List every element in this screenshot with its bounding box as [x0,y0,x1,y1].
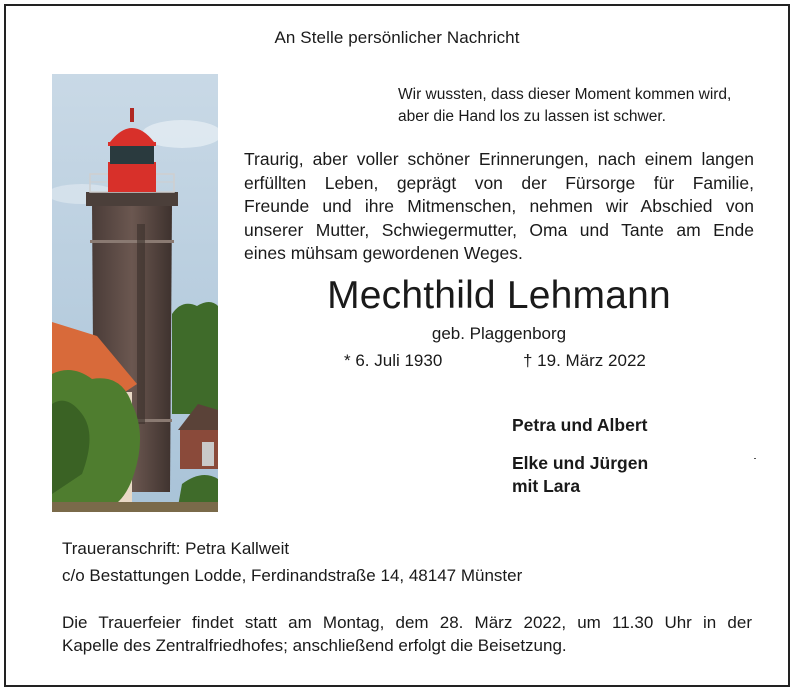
death-date: † 19. März 2022 [523,351,646,370]
intro-line: Freunde und ihre Mitmenschen, nehmen wir Abschied von [244,196,754,216]
obituary-card [4,4,790,687]
family-line-3: mit Lara [512,476,581,496]
lighthouse-photo [52,74,218,512]
address-line-2: c/o Bestattungen Lodde, Ferdinandstraße 14, 48147 Münster [62,566,523,585]
deceased-name: Mechthild Lehmann [327,274,671,317]
maiden-name: geb. Plaggenborg [431,324,567,343]
intro-line: erfüllten Leben, geprägt von der Fürsorge für Familie, [244,172,754,193]
intro-paragraph [244,148,754,266]
intro-line: Traurig, aber voller schöner Erinnerungen, nach einem langen [244,149,754,169]
quote-line-2: aber die Hand los zu lassen ist schwer. [398,108,666,125]
family-line-2: Elke und Jürgen [512,453,649,473]
family-line-1: Petra und Albert [512,415,648,435]
quote [398,84,731,128]
intro-line: unserer Mutter, Schwiegermutter, Oma und Tante am Ende [244,219,754,240]
address-line-1: Traueranschrift: Petra Kallweit [62,539,290,558]
birth-date: * 6. Juli 1930 [344,351,443,370]
header-notice: An Stelle persönlicher Nachricht [274,28,520,47]
quote-line-1: Wir wussten, dass dieser Moment kommen wird, [398,86,732,103]
funeral-paragraph [62,611,752,657]
intro-line: eines mühsam gewordenen Weges. [244,243,523,263]
family-group-2 [512,452,648,498]
funeral-line: Die Trauerfeier findet statt am Montag, dem 28. März 2022, um 11.30 Uhr in der [62,613,752,632]
stray-dot [754,458,756,459]
funeral-line: Kapelle des Zentralfriedhofes; anschließend erfolgt die Beisetzung. [62,636,567,655]
